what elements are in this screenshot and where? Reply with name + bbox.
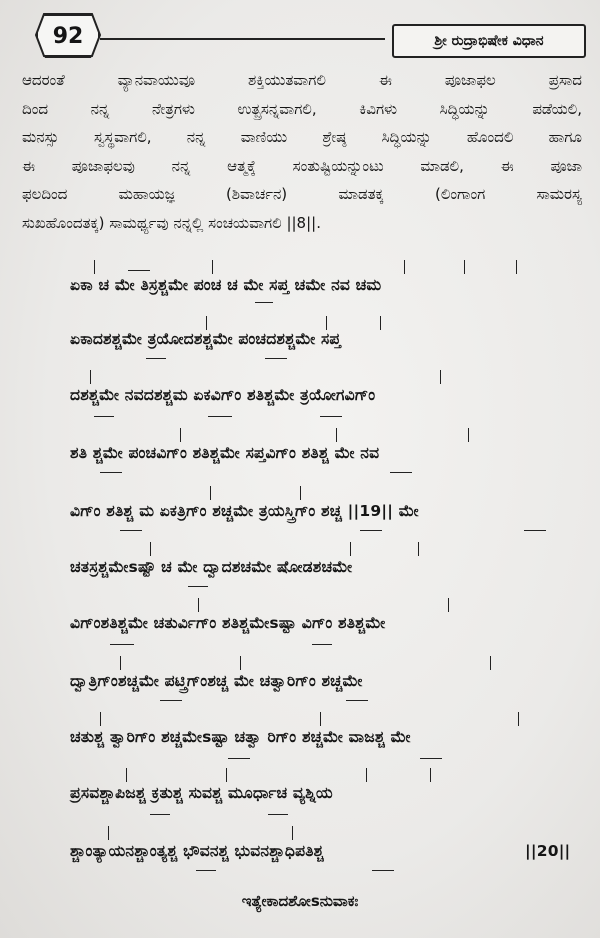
mantra-line: ಶತಿ ಶ್ಚಮೇ ಪಂಚವಿಗ್ಂ ಶತಿಶ್ಚಮೇ ಸಪ್ತವಿಗ್ಂ ಶತಿಶ್ಚ ಮೇ ನವ: [70, 444, 380, 462]
accent-mark: [198, 598, 199, 612]
accent-mark: [196, 870, 216, 871]
accent-mark: [265, 358, 287, 359]
accent-mark: [420, 758, 442, 759]
accent-mark: [110, 644, 134, 645]
paragraph-line: ಸುಖಹೊಂದತಕ್ಕ) ಸಾಮರ್ಥ್ಯವು ನನ್ನಲ್ಲಿ ಸಂಚಯವಾಗಲಿ ||8||.: [22, 213, 321, 232]
accent-mark: [206, 316, 207, 330]
mantra-line: ದ್ವಾತ್ರಿಗ್ಂಶಚ್ಚಮೇ ಪಟ್ತ್ರಿಗ್ಂಶಚ್ಚ ಮೇ ಚತ್ವಾರಿಗ್ಂ ಶಚ್ಚಮೇ: [70, 672, 363, 690]
accent-mark: [120, 530, 142, 531]
accent-mark: [94, 260, 95, 274]
accent-mark: [210, 486, 211, 500]
mantra-line: ಏಕಾದಶಶ್ಚಮೇ ತ್ರಯೋದಶಶ್ಚಮೇ ಪಂಚದಶಶ್ಚಮೇ ಸಪ್ತ: [70, 330, 341, 348]
mantra-line-tail: ಮೇ: [398, 502, 419, 520]
header-rule: [100, 38, 385, 40]
commentary-paragraph: [22, 66, 582, 237]
accent-mark: [372, 870, 394, 871]
accent-mark: [100, 712, 101, 726]
accent-mark: [268, 814, 288, 815]
accent-mark: [188, 586, 208, 587]
paragraph-line: ಮನಸ್ಸು ಸ್ವಸ್ಥವಾಗಲಿ, ನನ್ನ ವಾಣಿಯು ಶ್ರೇಷ್ಠ ಸಿದ್ಧಿಯನ್ನು ಹೊಂದಲಿ ಹಾಗೂ: [22, 128, 582, 146]
accent-mark: [120, 656, 121, 670]
accent-mark: [440, 370, 441, 384]
accent-mark: [404, 260, 405, 274]
verse-number: ||20||: [525, 842, 571, 860]
accent-mark: [430, 768, 431, 782]
mantra-line: ವಿಗ್ಂಶತಿಶ್ಚಮೇ ಚತುರ್ವಿಗ್ಂ ಶತಿಶ್ಚಮೇsಷ್ಟಾ ವಿಗ್ಂ ಶತಿಶ್ಚಮೇ: [70, 614, 386, 632]
accent-mark: [126, 768, 127, 782]
accent-mark: [150, 542, 151, 556]
accent-mark: [448, 598, 449, 612]
accent-mark: [292, 826, 293, 840]
accent-mark: [94, 416, 114, 417]
paragraph-line: ದಿಂದ ನನ್ನ ನೇತ್ರಗಳು ಉತ್ಪ್ರಸನ್ನವಾಗಲಿ, ಕಿವಿಗಳು ಸಿದ್ಧಿಯನ್ನು ಪಡೆಯಲಿ,: [22, 99, 582, 118]
mantra-line: ದಶಶ್ಚಮೇ ನವದಶಶ್ಚಮ ಏಕವಿಗ್ಂ ಶತಿಶ್ಚಮೇ ತ್ರಯೋಗವಿಗ್ಂ: [70, 386, 376, 404]
mantra-line: ಏಕಾ ಚ ಮೇ ತಿಸ್ರಶ್ಚಮೇ ಪಂಚ ಚ ಮೇ ಸಪ್ತ ಚಮೇ ನವ ಚಮ: [70, 276, 382, 294]
accent-mark: [524, 530, 546, 531]
paragraph-line: ಆದರಂತೆ ವ್ಯಾನವಾಯುವೂ ಶಕ್ತಿಯುತವಾಗಲಿ ಈ ಪೂಜಾಫಲ ಪ್ರಸಾದ: [22, 71, 582, 89]
accent-mark: [326, 316, 327, 330]
running-title: ಶ್ರೀ ರುದ್ರಾಭಿಷೇಕ ವಿಧಾನ: [392, 24, 586, 58]
accent-mark: [336, 428, 337, 442]
accent-mark: [146, 358, 166, 359]
accent-mark: [366, 768, 367, 782]
accent-mark: [360, 530, 382, 531]
accent-mark: [90, 370, 91, 384]
page-header: [0, 0, 600, 62]
accent-mark: [108, 826, 109, 840]
accent-mark: [160, 700, 182, 701]
accent-mark: [380, 316, 381, 330]
accent-mark: [100, 472, 122, 473]
accent-mark: [240, 656, 241, 670]
paragraph-line: ಫಲದಿಂದ ಮಹಾಯಜ್ಞ (ಶಿವಾರ್ಚನ) ಮಾಡತಕ್ಕ (ಲಿಂಗಾಂಗ ಸಾಮರಸ್ಯ: [22, 185, 582, 203]
verse-number: ||19||: [347, 502, 394, 520]
anuvaka-closing: ಇತ್ಯೇಕಾದಶೋsನುವಾಕಃ: [241, 892, 359, 910]
mantra-line: [70, 502, 419, 521]
mantra-line: ಚತುಶ್ಚ ತ್ವಾರಿಗ್ಂ ಶಚ್ಚಮೇsಷ್ಟಾ ಚತ್ವಾ ರಿಗ್ಂ ಶಚ್ಚಮೇ ವಾಜಶ್ಚ ಮೇ: [70, 728, 411, 746]
mantra-line-text: ವಿಗ್ಂ ಶತಿಶ್ಚ ಮ ಏಕತ್ರಿಗ್ಂ ಶಚ್ಚಮೇ ತ್ರಯಸ್ತ್ರಿಗ್ಂ ಶಚ್ಚ: [70, 502, 343, 520]
accent-mark: [300, 486, 301, 500]
accent-mark: [226, 768, 227, 782]
accent-mark: [390, 472, 412, 473]
accent-mark: [180, 428, 181, 442]
accent-mark: [418, 542, 419, 556]
accent-mark: [320, 712, 321, 726]
accent-mark: [490, 656, 491, 670]
accent-mark: [212, 260, 213, 274]
accent-mark: [346, 700, 368, 701]
accent-mark: [312, 644, 332, 645]
accent-mark: [320, 416, 342, 417]
accent-mark: [228, 758, 250, 759]
mantra-line: ಪ್ರಸವಶ್ಚಾಪಿಜಶ್ಚ ಕ್ರತುಶ್ಚ ಸುವಶ್ಚ ಮೂರ್ಧಾಚ ವ್ಯಶ್ನಿಯ: [70, 784, 333, 802]
mantra-line: ಶ್ಚಾಂತ್ಯಾಯನಶ್ಚಾಂತ್ಯಶ್ಚ ಭೌವನಶ್ಚ ಭುವನಶ್ಚಾಧಿಪತಿಶ್ಚ: [70, 842, 324, 860]
page-number: 92: [52, 23, 84, 49]
accent-mark: [464, 260, 465, 274]
accent-mark: [350, 542, 351, 556]
accent-mark: [468, 428, 469, 442]
accent-mark: [128, 270, 150, 271]
mantra-line: ಚತಸ್ರಶ್ಚಮೇsಷ್ಟೌ ಚ ಮೇ ದ್ವಾದಶಚಮೇ ಷೋಡಶಚಮೇ: [70, 558, 353, 576]
paragraph-line: ಈ ಪೂಜಾಫಲವು ನನ್ನ ಆತ್ಮಕ್ಕೆ ಸಂತುಷ್ಟಿಯನ್ನುಂಟು ಮಾಡಲಿ, ಈ ಪೂಜಾ: [22, 156, 582, 175]
accent-mark: [255, 302, 273, 303]
accent-mark: [150, 814, 170, 815]
accent-mark: [208, 416, 232, 417]
accent-mark: [516, 260, 517, 274]
accent-mark: [518, 712, 519, 726]
